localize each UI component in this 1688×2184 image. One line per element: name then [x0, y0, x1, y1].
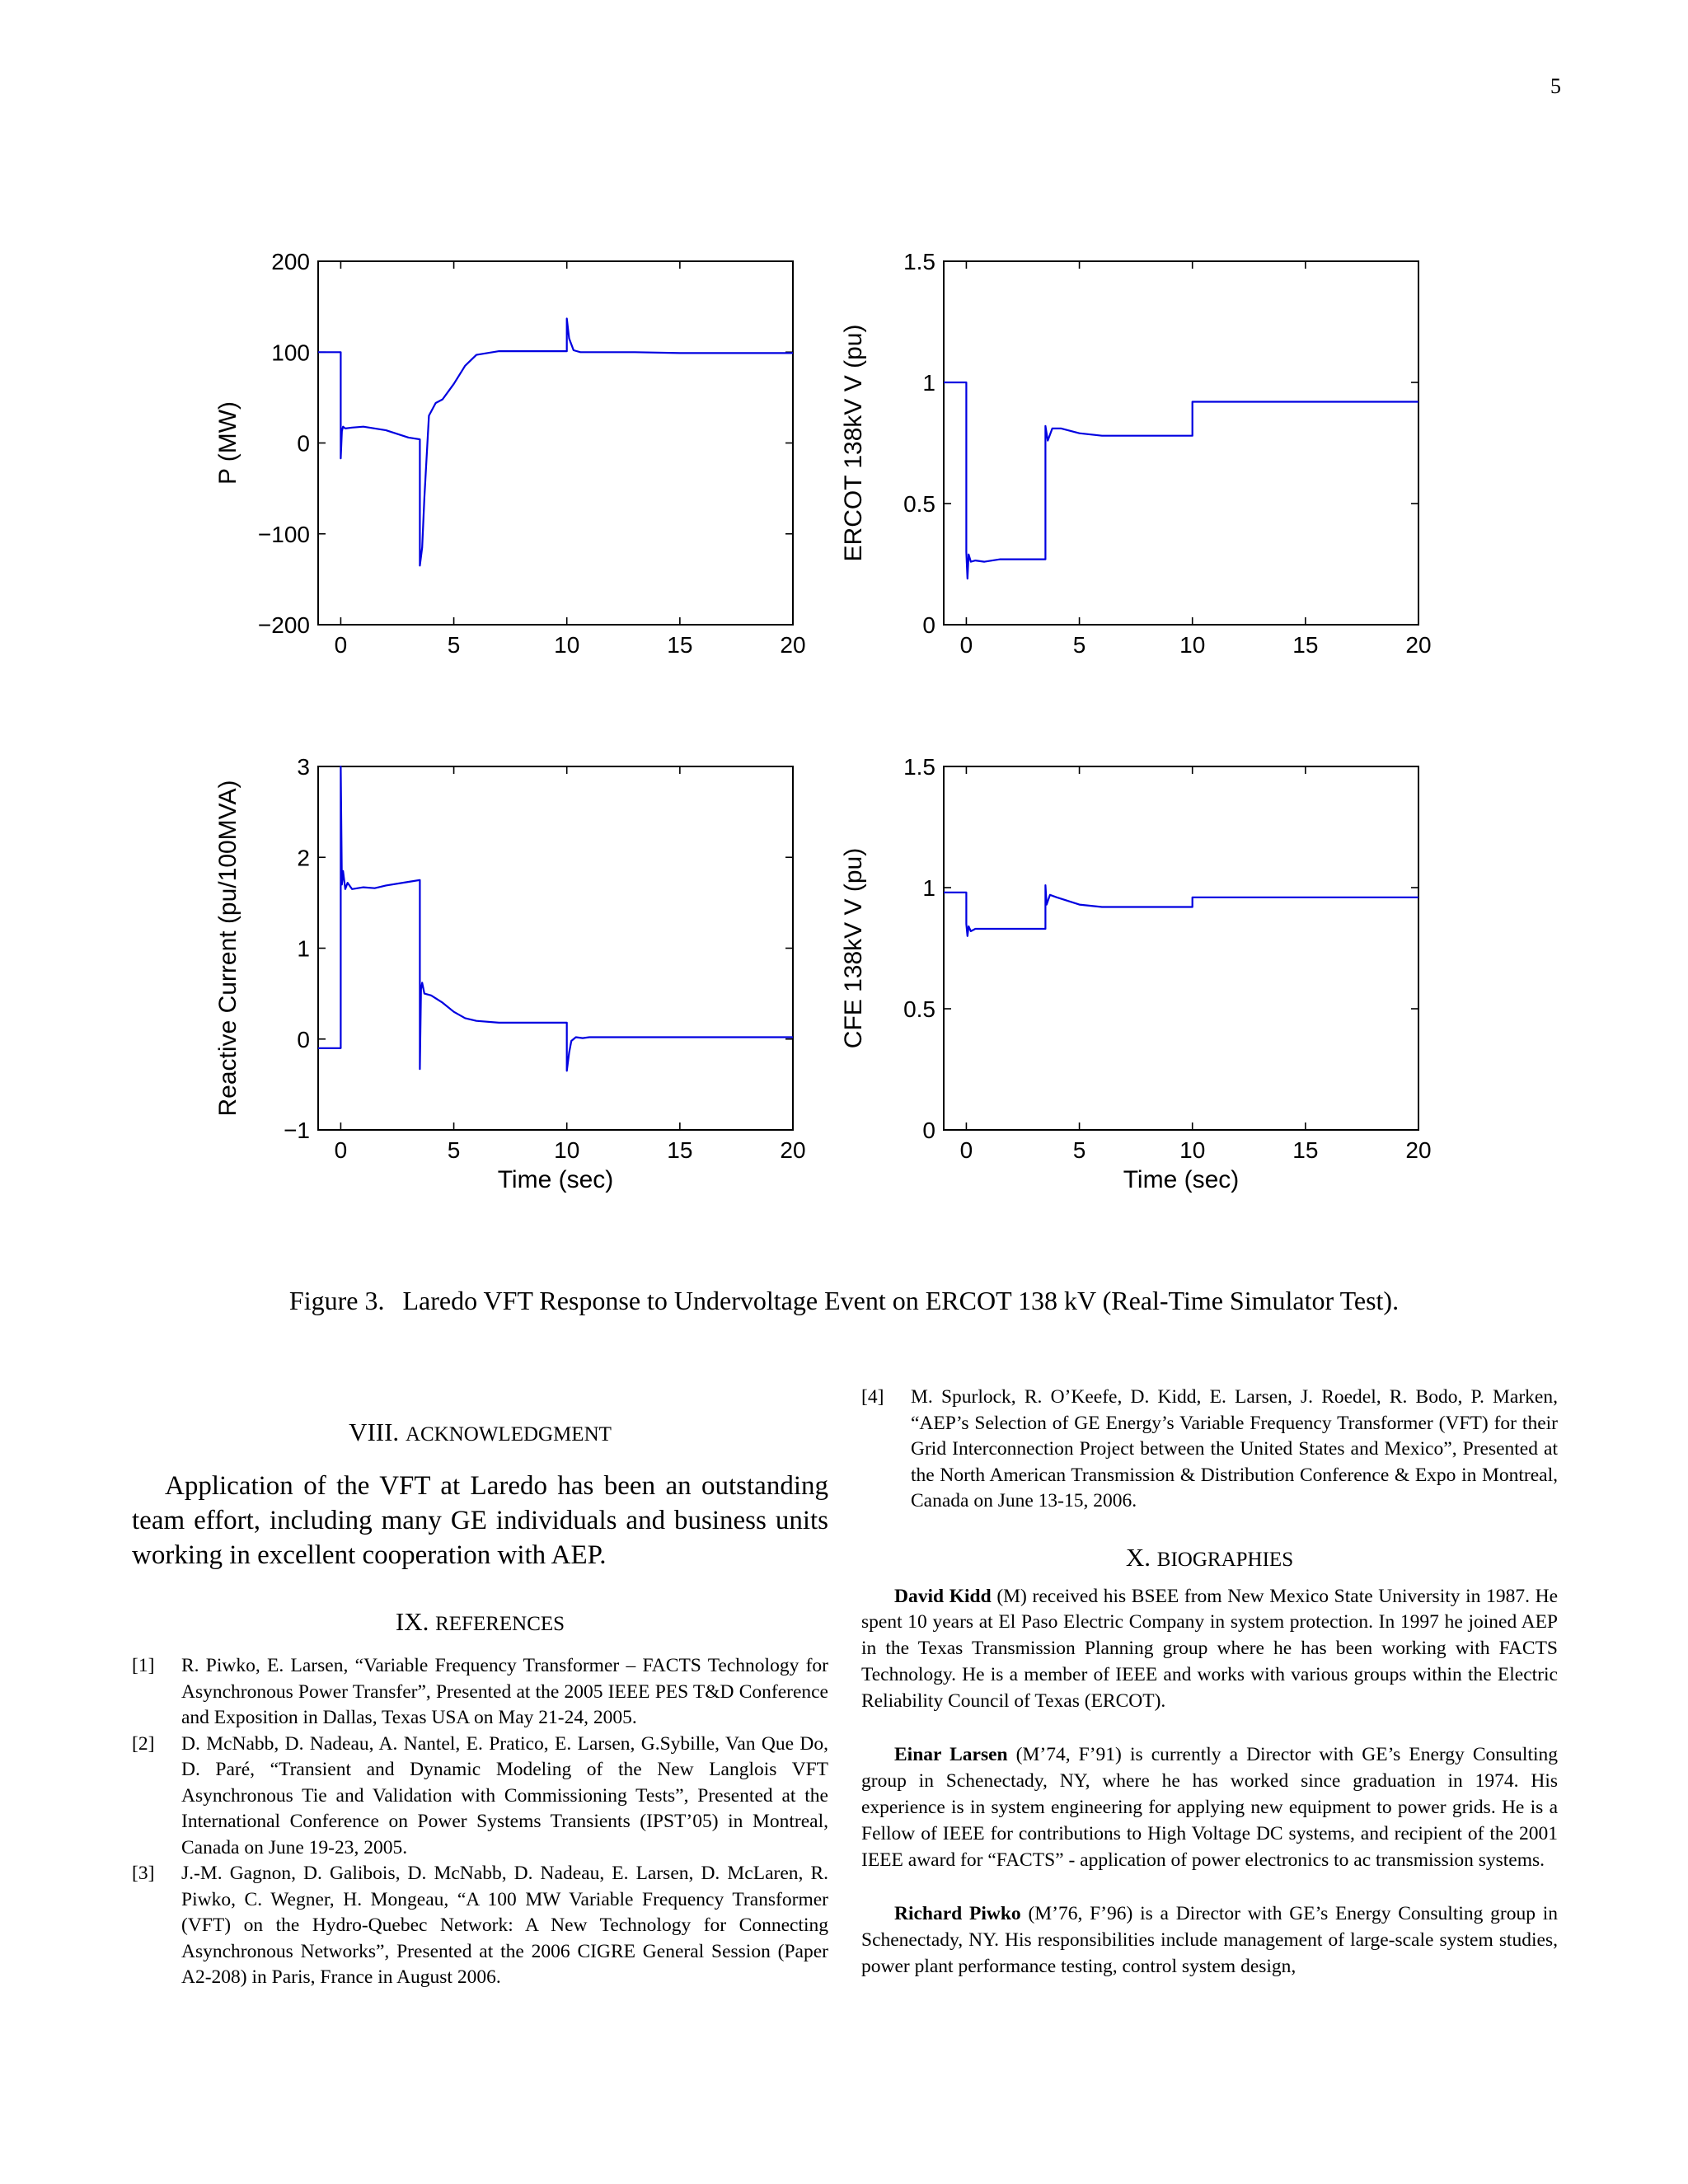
x-tick-label: 20 [780, 632, 806, 658]
chart-power [214, 249, 806, 658]
y-tick-label: 1 [922, 875, 935, 901]
plot-frame [318, 261, 793, 625]
reference-number: [1] [132, 1655, 155, 1676]
series-line [944, 382, 1418, 579]
biographies-heading: X. BIOGRAPHIES [1125, 1542, 1294, 1572]
x-tick-label: 15 [1292, 1137, 1319, 1163]
plot-frame [944, 766, 1418, 1130]
y-tick-label: 1.5 [903, 754, 935, 780]
x-tick-label: 20 [780, 1137, 806, 1163]
reference-item [132, 1653, 828, 1732]
y-tick-label: −1 [284, 1118, 310, 1143]
x-tick-label: 5 [1072, 1137, 1086, 1163]
biography-text: (M) received his BSEE from New Mexico State University in 1987. He spent 10 years at El Paso Electric Company in system protection. In 1997 he joined AEP in the Texas Transmission Planning group where he has been working with FACTS Technology. He is a member of IEEE and works with various groups within the Electric Reliability Council of Texas (ERCOT). [861, 1585, 1558, 1712]
reference-text: R. Piwko, E. Larsen, “Variable Frequency Transformer – FACTS Technology for Asynchronous Power Transfer”, Presented at the 2005 IEEE PES T&D Conference and Exposition in Dallas, Texas USA on May 21-24, 2005. [181, 1655, 828, 1728]
biography-paragraph [861, 1901, 1558, 1980]
series-line [944, 885, 1418, 936]
y-tick-label: 1.5 [903, 249, 935, 274]
x-tick-label: 0 [959, 632, 973, 658]
figure-3-charts [0, 231, 1688, 1236]
page-number: 5 [1550, 74, 1561, 98]
series-line [318, 319, 793, 566]
y-tick-label: 200 [271, 249, 310, 274]
biography-name: Einar Larsen [894, 1744, 1008, 1766]
biography-name: Richard Piwko [894, 1903, 1021, 1925]
y-tick-label: 2 [297, 845, 310, 871]
x-tick-label: 15 [667, 632, 693, 658]
biography-text: (M’76, F’96) is a Director with GE’s Energy Consulting group in Schenectady, NY. His responsibilities include management of large-scale system studies, power plant performance testing, control system design, [861, 1903, 1558, 1978]
plot-frame [944, 261, 1418, 625]
figure-caption [0, 1286, 1688, 1316]
reference-item [132, 1861, 828, 1991]
x-tick-label: 15 [667, 1137, 693, 1163]
figure-caption-text: Laredo VFT Response to Undervoltage Event on ERCOT 138 kV (Real-Time Simulator Test). [402, 1286, 1400, 1315]
y-tick-label: 1 [922, 370, 935, 396]
chart-reactive-current [214, 754, 806, 1193]
x-tick-label: 10 [554, 632, 580, 658]
y-tick-label: 0.5 [903, 491, 935, 517]
y-axis-label: P (MW) [214, 401, 241, 485]
biography-paragraph [861, 1742, 1558, 1873]
plot-frame [318, 766, 793, 1130]
x-tick-label: 5 [447, 632, 461, 658]
x-tick-label: 20 [1405, 632, 1432, 658]
y-axis-label: CFE 138kV V (pu) [840, 847, 867, 1049]
chart-cfe-voltage [840, 754, 1432, 1193]
y-tick-label: 0 [922, 1118, 935, 1143]
y-tick-label: 0 [297, 430, 310, 457]
y-tick-label: 0 [922, 612, 935, 638]
chart-ercot-voltage [840, 249, 1432, 658]
x-tick-label: 20 [1405, 1137, 1432, 1163]
x-tick-label: 10 [1179, 1137, 1206, 1163]
biography-name: David Kidd [894, 1585, 992, 1607]
reference-number: [3] [132, 1863, 155, 1884]
x-tick-label: 10 [1179, 632, 1206, 658]
acknowledgment-text: Application of the VFT at Laredo has been an outstanding team effort, including many GE individuals and business units working in excellent cooperation with AEP. [132, 1471, 828, 1570]
reference-item [132, 1732, 828, 1862]
x-tick-label: 5 [447, 1137, 461, 1163]
references-list [132, 1653, 828, 1991]
reference-number: [2] [132, 1732, 155, 1755]
references-list-continued [861, 1385, 1558, 1515]
reference-text: M. Spurlock, R. O’Keefe, D. Kidd, E. Larsen, J. Roedel, R. Bodo, P. Marken, “AEP’s Selection of GE Energy’s Variable Frequency Transformer (VFT) for their Grid Interconnection Project between the United States and Mexico”, Presented at the North American Transmission & Distribution Conference & Expo in Montreal, Canada on June 13-15, 2006. [911, 1386, 1558, 1511]
biography-text: (M’74, F’91) is currently a Director with GE’s Energy Consulting group in Schenectady, NY, where he has worked since graduation in 1974. His experience is in system engineering for applying new equipment to power grids. He is a Fellow of IEEE for contributions to High Voltage DC systems, and recipient of the 2001 IEEE award for “FACTS” - application of power electronics to ac transmission systems. [861, 1744, 1559, 1871]
x-axis-label: Time (sec) [497, 1166, 614, 1193]
x-tick-label: 5 [1072, 632, 1086, 658]
left-column [132, 1418, 828, 1991]
reference-text: J.-M. Gagnon, D. Galibois, D. McNabb, D. Nadeau, E. Larsen, D. McLaren, R. Piwko, C. Wegner, H. Mongeau, “A 100 MW Variable Frequency Transformer (VFT) on the Hydro-Quebec Network: A New Technology for Connecting Asynchronous Networks”, Presented at the 2006 CIGRE General Session (Paper A2-208) in Paris, France in August 2006. [181, 1863, 828, 1988]
y-axis-label: ERCOT 138kV V (pu) [840, 324, 867, 562]
y-tick-label: −100 [257, 521, 310, 547]
x-tick-label: 10 [554, 1137, 580, 1163]
y-tick-label: 100 [271, 340, 310, 366]
y-tick-label: 0 [297, 1026, 310, 1052]
x-tick-label: 15 [1292, 632, 1319, 658]
reference-number: [4] [861, 1386, 884, 1408]
x-axis-label: Time (sec) [1123, 1166, 1240, 1193]
right-column [861, 1385, 1558, 1980]
acknowledgment-heading: VIII. ACKNOWLEDGMENT [349, 1418, 612, 1446]
x-tick-label: 0 [334, 632, 348, 658]
reference-text: D. McNabb, D. Nadeau, A. Nantel, E. Pratico, E. Larsen, G.Sybille, Van Que Do, D. Paré, “Transient and Dynamic Modeling of the New Langlois VFT Asynchronous Tie and Validation with Commissioning Tests”, Presented at the International Conference on Power Systems Transients (IPST’05) in Montreal, Canada on June 19-23, 2005. [181, 1732, 828, 1858]
references-heading: IX. REFERENCES [395, 1607, 565, 1636]
y-tick-label: 0.5 [903, 996, 935, 1022]
x-tick-label: 0 [959, 1137, 973, 1163]
reference-item [861, 1385, 1558, 1515]
x-tick-label: 0 [334, 1137, 348, 1163]
y-tick-label: 3 [297, 754, 310, 780]
y-tick-label: 1 [297, 935, 310, 962]
biography-paragraph [861, 1584, 1558, 1715]
y-axis-label: Reactive Current (pu/100MVA) [214, 780, 241, 1117]
y-tick-label: −200 [257, 612, 310, 638]
figure-caption-label: Figure 3. [288, 1286, 385, 1315]
series-line [318, 766, 793, 1071]
